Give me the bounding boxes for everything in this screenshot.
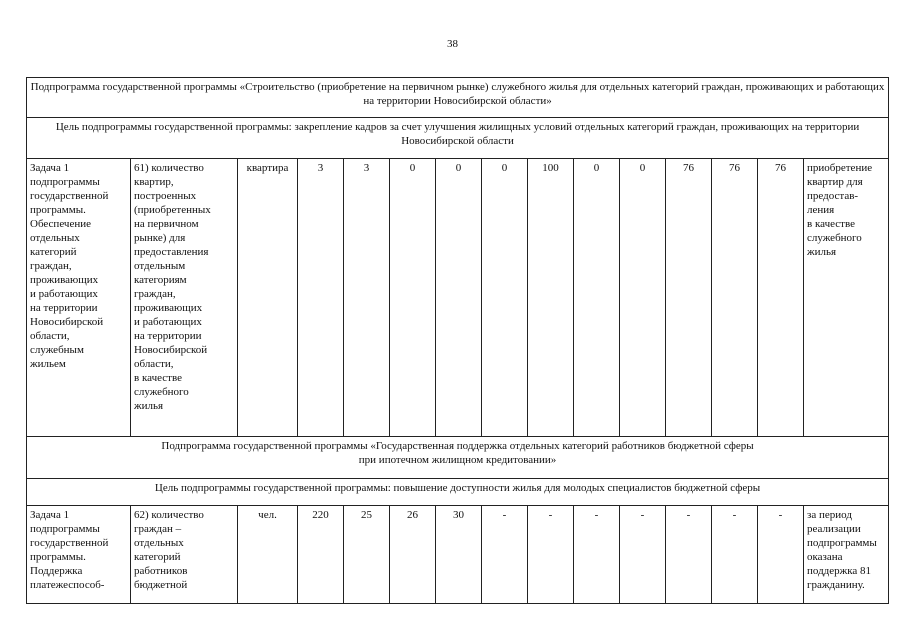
indicator-cell: 61) количество квартир, построенных (приобретенных на первичном рынке) для предоставления отдельным категориям граждан, проживающих и работающих на территории Новосибирской области, в качестве служебного жилья xyxy=(131,159,238,437)
subprogram-goal: Цель подпрограммы государственной программы: закрепление кадров за счет улучшения жилищных условий отдельных категорий граждан, проживающих на территории Новосибирской области xyxy=(27,118,889,159)
unit-cell: чел. xyxy=(238,506,298,604)
value-cell: - xyxy=(528,506,574,604)
value-cell: 25 xyxy=(344,506,390,604)
indicator-cell: 62) количество граждан – отдельных категорий работников бюджетной xyxy=(131,506,238,604)
task-cell: Задача 1 подпрограммы государственной программы. Поддержка платежеспособ- xyxy=(27,506,131,604)
value-cell: 76 xyxy=(712,159,758,437)
value-cell: 3 xyxy=(298,159,344,437)
indicators-table xyxy=(26,77,889,604)
value-cell: 0 xyxy=(390,159,436,437)
value-cell: - xyxy=(574,506,620,604)
value-cell: 26 xyxy=(390,506,436,604)
page-number: 38 xyxy=(447,38,458,50)
value-cell: 0 xyxy=(482,159,528,437)
unit-cell: квартира xyxy=(238,159,298,437)
value-cell: - xyxy=(620,506,666,604)
value-cell: - xyxy=(666,506,712,604)
task-cell: Задача 1 подпрограммы государственной программы. Обеспечение отдельных категорий граждан, проживающих и работающих на территории Новосибирской области, служебным жильем xyxy=(27,159,131,437)
table-row xyxy=(27,159,889,437)
value-cell: 220 xyxy=(298,506,344,604)
value-cell: 0 xyxy=(574,159,620,437)
subprogram-title: Подпрограмма государственной программы «Государственная поддержка отдельных категорий работников бюджетной сферы при ипотечном жилищном кредитовании» xyxy=(27,437,889,479)
value-cell: 76 xyxy=(758,159,804,437)
note-cell: приобретение квартир для предостав- ления в качестве служебного жилья xyxy=(804,159,889,437)
value-cell: 76 xyxy=(666,159,712,437)
table-row xyxy=(27,506,889,604)
subprogram-goal: Цель подпрограммы государственной программы: повышение доступности жилья для молодых специалистов бюджетной сферы xyxy=(27,479,889,506)
value-cell: 3 xyxy=(344,159,390,437)
value-cell: 100 xyxy=(528,159,574,437)
value-cell: 0 xyxy=(620,159,666,437)
value-cell: 30 xyxy=(436,506,482,604)
value-cell: 0 xyxy=(436,159,482,437)
subprogram-title: Подпрограмма государственной программы «Строительство (приобретение на первичном рынке) служебного жилья для отдельных категорий граждан, проживающих и работающих на территории Новосибирской области» xyxy=(27,78,889,118)
value-cell: - xyxy=(758,506,804,604)
note-cell: за период реализации подпрограммы оказана поддержка 81 гражданину. xyxy=(804,506,889,604)
value-cell: - xyxy=(712,506,758,604)
value-cell: - xyxy=(482,506,528,604)
